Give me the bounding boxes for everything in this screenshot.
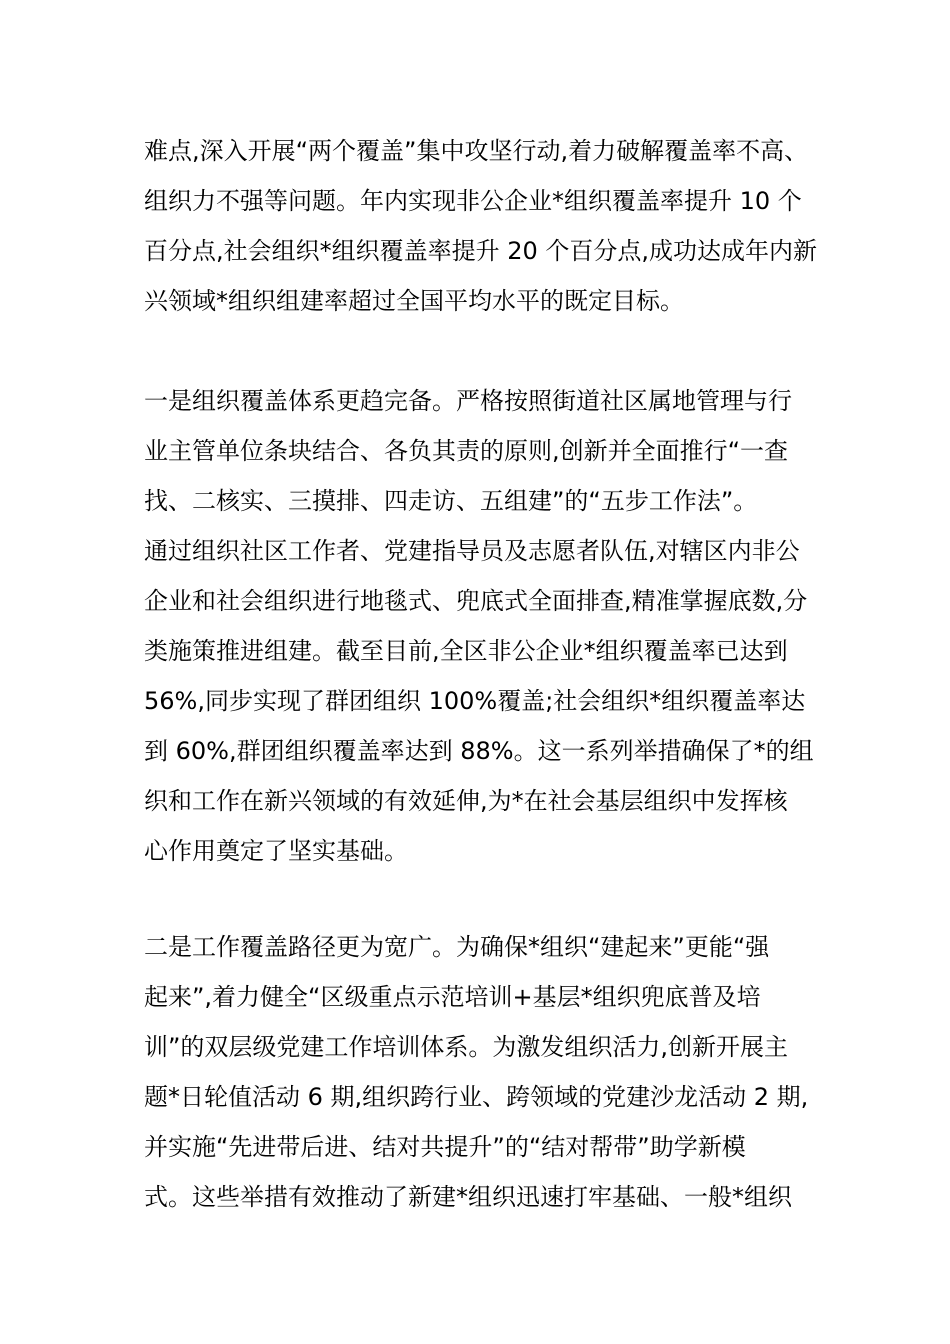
text-line: 一是组织覆盖体系更趋完备。严格按照街道社区属地管理与行 <box>144 387 792 415</box>
text-line: 百分点,社会组织*组织覆盖率提升 20 个百分点,成功达成年内新 <box>144 237 818 265</box>
text-line: 通过组织社区工作者、党建指导员及志愿者队伍,对辖区内非公 <box>144 537 800 565</box>
paragraph-work-coverage <box>144 922 824 1222</box>
text-line: 56%,同步实现了群团组织 100%覆盖;社会组织*组织覆盖率达 <box>144 687 806 715</box>
text-line: 题*日轮值活动 6 期,组织跨行业、跨领域的党建沙龙活动 2 期, <box>144 1083 809 1111</box>
text-line: 织和工作在新兴领域的有效延伸,为*在社会基层组织中发挥核 <box>144 787 788 815</box>
text-line: 企业和社会组织进行地毯式、兜底式全面排查,精准掌握底数,分 <box>144 587 808 615</box>
text-line: 难点,深入开展“两个覆盖”集中攻坚行动,着力破解覆盖率不高、 <box>144 137 809 165</box>
text-line: 二是工作覆盖路径更为宽广。为确保*组织“建起来”更能“强 <box>144 933 770 961</box>
paragraph-organization-coverage <box>144 376 824 876</box>
text-line: 式。这些举措有效推动了新建*组织迅速打牢基础、一般*组织 <box>144 1183 792 1211</box>
text-line: 业主管单位条块结合、各负其责的原则,创新并全面推行“一查 <box>144 437 789 465</box>
text-line: 训”的双层级党建工作培训体系。为激发组织活力,创新开展主 <box>144 1033 789 1061</box>
text-line: 组织力不强等问题。年内实现非公企业*组织覆盖率提升 10 个 <box>144 187 802 215</box>
text-line: 到 60%,群团组织覆盖率达到 88%。这一系列举措确保了*的组 <box>144 737 814 765</box>
text-line: 兴领域*组织组建率超过全国平均水平的既定目标。 <box>144 287 684 315</box>
text-line: 起来”,着力健全“区级重点示范培训+基层*组织兜底普及培 <box>144 983 761 1011</box>
text-line: 并实施“先进带后进、结对共提升”的“结对帮带”助学新模 <box>144 1133 746 1161</box>
text-line: 类施策推进组建。截至目前,全区非公企业*组织覆盖率已达到 <box>144 637 788 665</box>
text-line: 心作用奠定了坚实基础。 <box>144 837 408 865</box>
text-line: 找、二核实、三摸排、四走访、五组建”的“五步工作法”。 <box>144 487 758 515</box>
paragraph-intro <box>144 126 824 326</box>
